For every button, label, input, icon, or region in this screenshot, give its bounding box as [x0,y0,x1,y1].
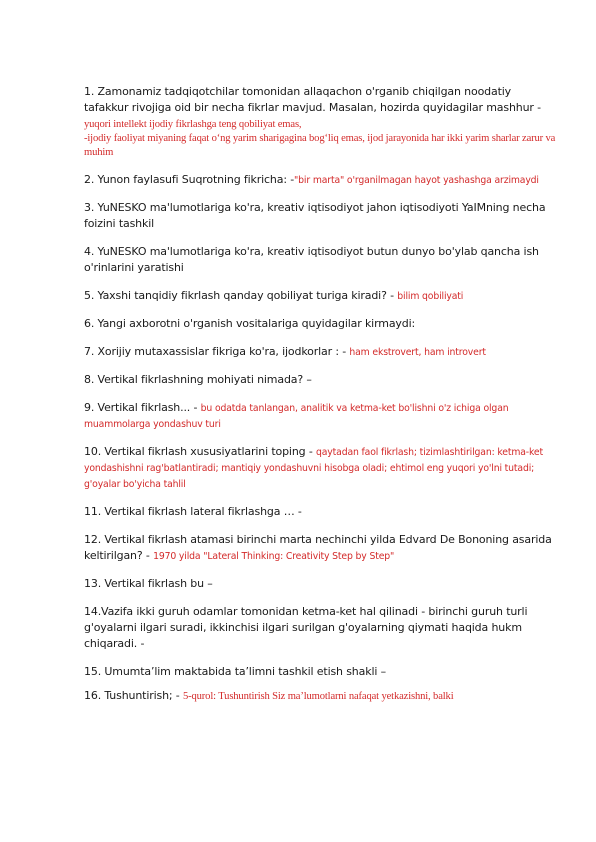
answer-text: 1970 yilda "Lateral Thinking: Creativity Step by Step" [153,551,395,562]
question-6 [84,316,556,332]
question-text: 13. Vertikal fikrlash bu – [84,577,213,590]
question-11 [84,504,556,520]
question-text: 9. Vertikal fikrlash... - [84,401,201,414]
question-5 [84,288,556,304]
question-15 [84,664,556,680]
question-text: 14.Vazifa ikki guruh odamlar tomonidan ketma-ket hal qilinadi - birinchi guruh turli g'oyalarni ilgari suradi, ikkinchisi ilgari surilgan g'oyalarning qiymati haqida hukm chiqaradi. - [84,605,528,650]
question-text: 5. Yaxshi tanqidiy fikrlash qanday qobiliyat turiga kiradi? - [84,289,398,302]
question-text: 4. YuNESKO ma'lumotlariga ko'ra, kreativ iqtisodiyot butun dunyo bo'ylab qancha ish o'rinlarini yaratishi [84,245,539,274]
question-list [84,84,556,716]
answer-text: "bir marta" o'rganilmagan hayot yashashga arzimaydi [294,175,539,186]
question-8 [84,372,556,388]
answer-text: bu odatda tanlangan, analitik va ketma-ket bo'lishni o'z ichiga olgan muammolarga yondashuv turi [84,403,509,430]
question-text: 6. Yangi axborotni o'rganish vositalariga quyidagilar kirmaydi: [84,317,416,330]
answer-text-continued: -ijodiy faoliyat miyaning faqat o‘ng yarim sharigagina bog‘liq emas, ijod jarayonida har ikki yarim sharlar zarur va muhim [84,133,556,158]
question-2 [84,172,556,188]
answer-text: qaytadan faol fikrlash; tizimlashtirilgan: ketma-ket yondashishni rag'batlantiradi; mantiqiy yondashuvni hisobga oladi; ehtimol eng yuqori yo'lni tutadi; g'oyalar bo'yicha tahlil [84,447,543,490]
question-12 [84,532,556,564]
question-text: 16. Tushuntirish; - [84,689,183,702]
question-4 [84,244,556,276]
question-text: 15. Umumta’lim maktabida ta’limni tashkil etish shakli – [84,665,386,678]
question-13 [84,576,556,592]
answer-text: yuqori intellekt ijodiy fikrlashga teng qobiliyat emas, [84,119,302,130]
question-text: 8. Vertikal fikrlashning mohiyati nimada? – [84,373,312,386]
question-3 [84,200,556,232]
answer-text: ham ekstrovert, ham introvert [349,347,486,358]
question-text: 7. Xorijiy mutaxassislar fikriga ko'ra, ijodkorlar : - [84,345,350,358]
question-text: 2. Yunon faylasufi Suqrotning fikricha: - [84,173,295,186]
question-16 [84,688,556,704]
question-14 [84,604,556,652]
answer-text: 5-qurol: Tushuntirish Siz ma’lumotlarni nafaqat yetkazishni, balki [182,691,454,702]
question-1 [84,84,556,160]
question-text: 3. YuNESKO ma'lumotlariga ko'ra, kreativ iqtisodiyot jahon iqtisodiyoti YaIMning necha foizini tashkil [84,201,546,230]
question-text: 1. Zamonamiz tadqiqotchilar tomonidan allaqachon o'rganib chiqilgan noodatiy tafakkur rivojiga oid bir necha fikrlar mavjud. Masalan, hozirda quyidagilar mashhur - [84,85,541,114]
question-text: 10. Vertikal fikrlash xususiyatlarini toping - [84,445,316,458]
question-text: 11. Vertikal fikrlash lateral fikrlashga … - [84,505,302,518]
question-text: 12. Vertikal fikrlash atamasi birinchi marta nechinchi yilda Edvard De Bononing asarida keltirilgan? - [84,533,552,562]
question-7 [84,344,556,360]
answer-text: bilim qobiliyati [397,291,464,302]
question-10 [84,444,556,492]
question-9 [84,400,556,432]
